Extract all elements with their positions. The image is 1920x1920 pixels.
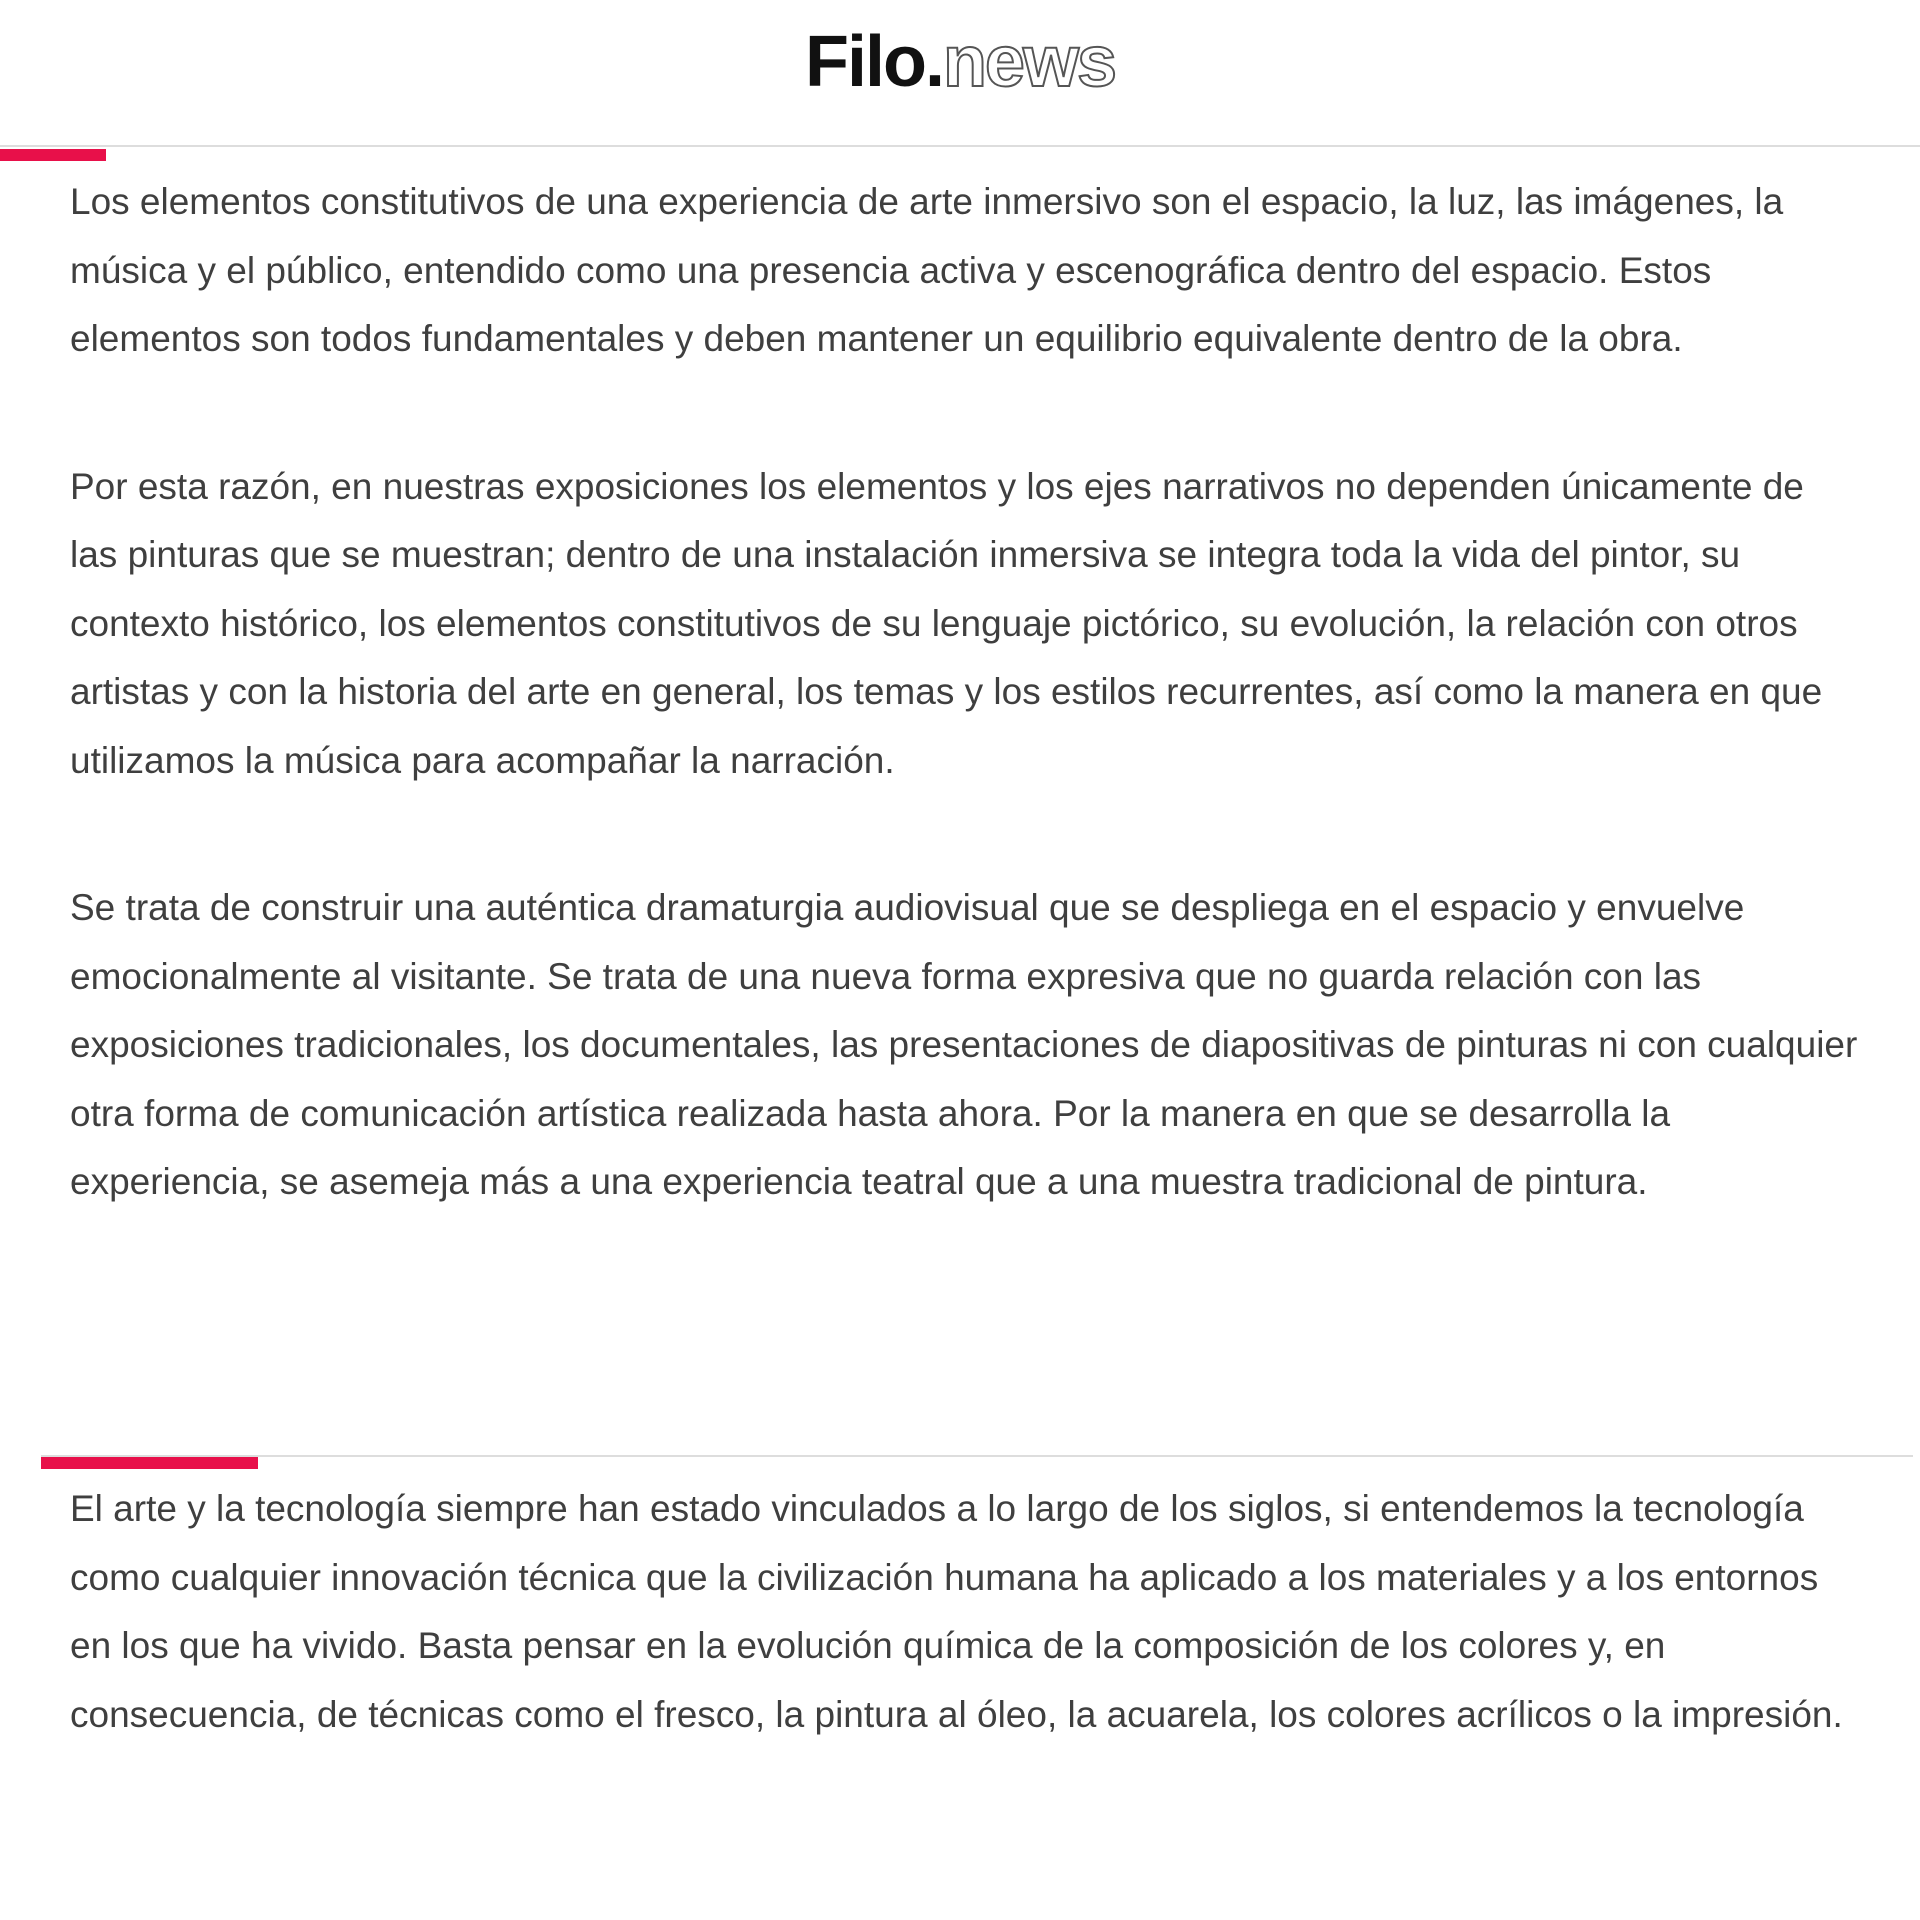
header-divider <box>0 145 1920 147</box>
section-divider <box>41 1455 1913 1457</box>
logo-wordmark-filo: Filo. <box>804 22 943 102</box>
reading-progress-bar <box>0 149 106 161</box>
article-paragraph-4: El arte y la tecnología siempre han estado vinculados a lo largo de los siglos, si entendemos la tecnología como cualquier innovación técnica que la civilización humana ha aplicado a los materiales y a los entornos en los que ha vivido. Basta pensar en la evolución química de la composición de los colores y, en consecuencia, de técnicas como el fresco, la pintura al óleo, la acuarela, los colores acrílicos o la impresión. <box>70 1488 1843 1735</box>
article-paragraph-2: Por esta razón, en nuestras exposiciones los elementos y los ejes narrativos no dependen únicamente de las pinturas que se muestran; dentro de una instalación inmersiva se integra toda la vida del pintor, su contexto histórico, los elementos constitutivos de su lenguaje pictórico, su evolución, la relación con otros artistas y con la historia del arte en general, los temas y los estilos recurrentes, así como la manera en que utilizamos la música para acompañar la narración. <box>70 465 1823 781</box>
site-header <box>0 0 1920 147</box>
article-paragraph-3: Se trata de construir una auténtica dramaturgia audiovisual que se despliega en el espacio y envuelve emocionalmente al visitante. Se trata de una nueva forma expresiva que no guarda relación con las exposiciones tradicionales, los documentales, las presentaciones de diapositivas de pinturas ni con cualquier otra forma de comunicación artística realizada hasta ahora. Por la manera en que se desarrolla la experiencia, se asemeja más a una experiencia teatral que a una muestra tradicional de pintura. <box>70 887 1858 1202</box>
article-body-continued <box>70 1475 1860 1749</box>
article-body <box>70 168 1860 1217</box>
article-paragraph-1: Los elementos constitutivos de una experiencia de arte inmersivo son el espacio, la luz, las imágenes, la música y el público, entendido como una presencia activa y escenográfica dentro del espacio. Estos elementos son todos fundamentales y deben mantener un equilibrio equivalente dentro de la obra. <box>70 181 1784 359</box>
logo-wordmark-news: news <box>942 22 1116 102</box>
section-divider-accent <box>41 1457 258 1469</box>
site-logo[interactable] <box>0 22 1920 102</box>
